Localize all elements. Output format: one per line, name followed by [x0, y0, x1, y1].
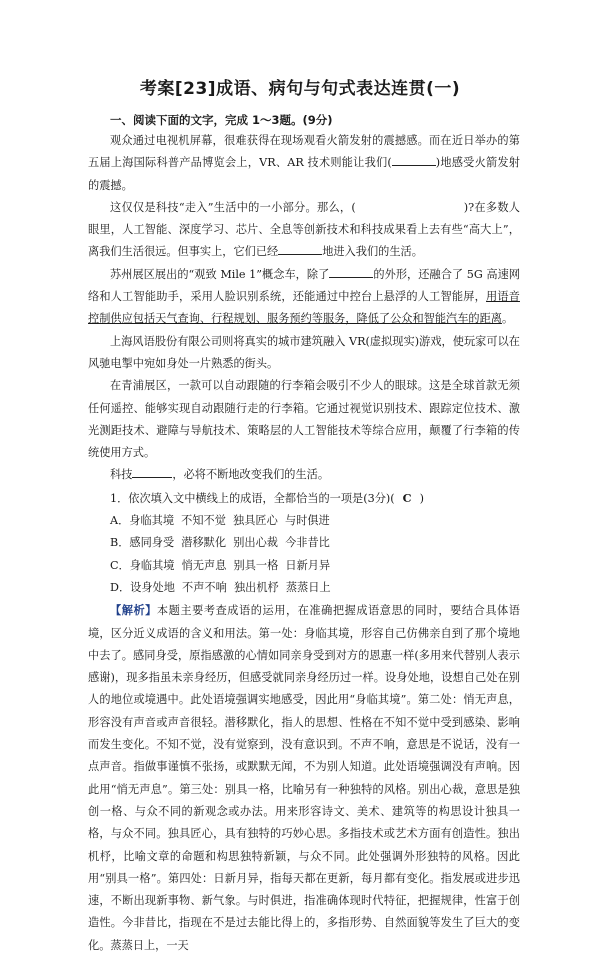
text: 科技 [110, 468, 133, 482]
option-b [88, 532, 520, 554]
blank-4 [132, 465, 172, 478]
text: 苏州展区展出的“观致 Mile 1”概念车，除了 [110, 267, 330, 281]
paragraph-6 [88, 464, 520, 486]
option-word: D．设身处地 [110, 580, 175, 594]
option-word: 潜移默化 [181, 536, 227, 550]
option-word: 今非昔比 [285, 536, 330, 550]
option-word: 日新月异 [285, 558, 331, 572]
option-word: 独出机杼 [233, 580, 279, 594]
option-word: B．感同身受 [110, 536, 175, 550]
page-title: 考案[23]成语、病句与句式表达连贯(一) [139, 79, 461, 99]
option-word: 别具一格 [233, 558, 279, 572]
question-answer: C [402, 490, 412, 505]
paragraph-2 [88, 197, 520, 264]
question-1 [88, 487, 520, 510]
paragraph-1 [88, 130, 520, 197]
section-heading: 一、阅读下面的文字，完成 1～3题。(9分) [110, 113, 333, 127]
option-d [88, 577, 520, 599]
option-c [88, 555, 520, 577]
option-a [88, 510, 520, 532]
text: )?在多数人眼里，人工智能、深度学习、芯片、全息等创新技术和科技成果看上去有些“高大上”，离我们生活很远。但事实上，它们已经 [88, 200, 520, 259]
text: )地感受火箭发射的震撼。 [88, 156, 520, 192]
option-word: 与时俱进 [284, 514, 330, 528]
text: ，必将不断地改变我们的生活。 [172, 468, 330, 482]
text: 地进入我们的生活。 [322, 245, 423, 259]
analysis-label: 【解析】 [110, 603, 157, 618]
document-body [88, 130, 520, 957]
blank-3 [329, 265, 373, 278]
blank-2 [278, 242, 322, 255]
analysis-text: 本题主要考查成语的运用，在准确把握成语意思的同时，要结合具体语境，区分近义成语的含义和用法。第一处：身临其境，形容自己仿佛亲自到了那个境地中去了。感同身受，原指感激的心情如同亲身受到对方的恩惠一样(多用来代替别人表示感谢)，现多指虽未亲身经历，但感受就同亲身经历过一样。设身处地，设想自己处在别人的地位或境遇中。此处语境强调实地感受，因此用“身临其境”。第二处：悄无声息，形容没有声音或声音很轻。潜移默化，指人的思想、性格在不知不觉中受到感染、影响而发生变化。不知不觉，没有觉察到，没有意识到。不声不响，意思是不说话，没有一点声音。指做事谨慎不张扬，或默默无闻，不为别人知道。此处语境强调没有声响。因此用“悄无声息”。第三处：别具一格，比喻另有一种独特的风格。别出心裁，意思是独创一格、与众不同的新观念或办法。用来形容诗文、美术、建筑等的构思设计独具一格，与众不同。独具匠心，具有独特的巧妙心思。多指技术或艺术方面有创造性。独出机杼，比喻文章的命题和构思独特新颖，与众不同。此处强调外形独特的风格。因此用“别具一格”。第四处：日新月异，指每天都在更新，每月都有变化。指发展或进步迅速，不断出现新事物、新气象。与时俱进，指准确体现时代特征，把握规律，性富于创造性。今非昔比，指现在不是过去能比得上的，多指形势、自然面貌等发生了巨大的变化。蒸蒸日上，一天 [88, 604, 520, 952]
text: 这仅仅是科技“走入”生活中的一小部分。那么，( [110, 200, 356, 214]
paragraph-4: 上海风语股份有限公司则将真实的城市建筑融入 VR(虚拟现实)游戏，使玩家可以在风驰电掣中宛如身处一片熟悉的街头。 [88, 334, 520, 370]
text: 观众通过电视机屏幕，很难获得在现场观看火箭发射的震撼感。而在近日举办的第五届上海国际科普产品博览会上，VR、AR 技术则能让我们( [88, 134, 520, 170]
analysis [88, 599, 520, 957]
option-word: A．身临其境 [110, 514, 175, 528]
paragraph-3 [88, 264, 520, 331]
option-word: 独具匠心 [233, 514, 278, 528]
option-word: 悄无声息 [181, 558, 227, 572]
option-word: 不知不觉 [181, 514, 226, 528]
blank-1 [392, 153, 436, 166]
paragraph-5: 在青浦展区，一款可以自动跟随的行李箱会吸引不少人的眼球。这是全球首款无须任何遥控、能够实现自动跟随行走的行李箱。它通过视觉识别技术、跟踪定位技术、激光测距技术、避障与导航技术、策略层的人工智能技术等综合应用，颠覆了行李箱的传统使用方式。 [88, 379, 520, 460]
text: 的外形，还融合了 5G 高速网络和人工智能助手，采用人脸识别系统，还能通过中控台上悬浮的人工智能屏， [88, 267, 520, 304]
option-word: 蒸蒸日上 [285, 580, 331, 594]
option-word: C．身临其境 [110, 558, 175, 572]
option-word: 别出心裁 [233, 536, 278, 550]
underlined-sentence: 用语音控制供应包括天气查询、行程规划、服务预约等服务，降低了公众和智能汽车的距离 [88, 290, 520, 326]
question-stem: 1．依次填入文中横线上的成语，全都恰当的一项是(3分)( [110, 491, 395, 505]
text: ) [419, 491, 424, 505]
option-word: 不声不响 [182, 580, 227, 594]
text: 。 [501, 312, 514, 326]
